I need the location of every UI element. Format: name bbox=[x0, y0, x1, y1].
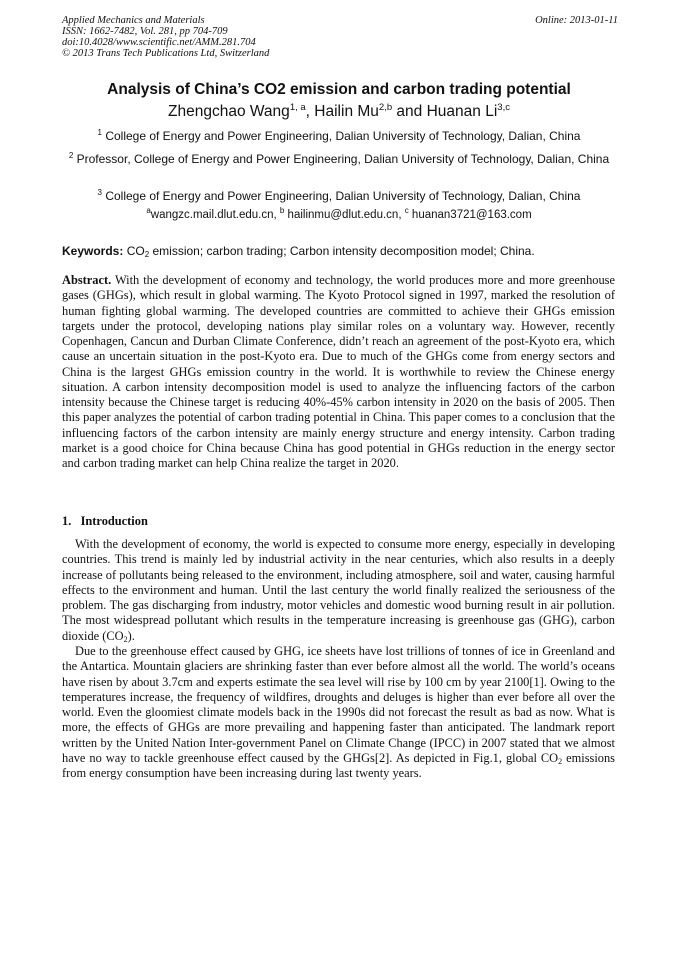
author-name: Huanan Li bbox=[426, 103, 498, 120]
journal-header bbox=[62, 15, 618, 59]
affiliation bbox=[64, 152, 614, 167]
abstract-label: Abstract. bbox=[62, 273, 112, 287]
email-link[interactable]: hailinmu@dlut.edu.cn bbox=[287, 209, 399, 221]
affiliation-sup: 1 bbox=[97, 128, 102, 137]
journal-doi: doi:10.4028/www.scientific.net/AMM.281.704 bbox=[62, 37, 256, 48]
section-heading bbox=[62, 514, 148, 529]
journal-copyright: © 2013 Trans Tech Publications Ltd, Switzerland bbox=[62, 48, 270, 59]
affiliation-text: College of Energy and Power Engineering, Dalian University of Technology, Dalian, China bbox=[105, 189, 581, 203]
paragraph-sub: 2 bbox=[123, 634, 128, 644]
abstract-text: With the development of economy and technology, the world produces more and more greenhouse gases (GHGs), which result in global warming. The Kyoto Protocol signed in 1997, marked the resolution of human fighting global warming. The developed countries are committed to achieve their GHGs emission targets under the protocol, developing nations play similar roles on a voluntary way. However, recently Copenhagen, Cancun and Durban Climate Conference, didn’t reach an agreement of the post-Kyoto era, which cause an uncertain situation in the post-Kyoto era. Due to much of the GHGs come from energy sectors and China is the largest GHGs emission country in the world. It is worthwhile to review the Chinese energy situation. A carbon intensity decomposition model is used to analyze the influencing factors of the carbon intensity because the Chinese target is reducing 40%-45% carbon intensity in 2020 on the basis of 2005. Then this paper analyzes the potential of carbon trading potential in China. This paper comes to a conclusion that the influencing factors of the carbon intensity are mainly energy structure and energy intensity. Carbon trading market is a good choice for China because China has good potential in GHGs reduction in the energy sector and carbon trading market can help China realize the target in 2020. bbox=[62, 273, 615, 470]
author-sup: 1, a bbox=[289, 102, 306, 113]
paper-title: Analysis of China’s CO2 emission and carbon trading potential bbox=[107, 81, 571, 98]
paragraph-tail: emissions from energy consumption have been increasing during last twenty years. bbox=[62, 750, 615, 780]
paragraph-text: Due to the greenhouse effect caused by GHG, ice sheets have lost trillions of tonnes of ice in Greenland and the Antartica. Mountain glaciers are shrinking faster than ever before almost all the world. The world’s oceans have risen by about 3.7cm and experts estimate the sea level will rise by 100 cm by year 2100[1]. Owing to the temperatures increase, the frequency of wildfires, droughts and deluges is higher than ever before all over the world. Even the gloomiest climate models back in the 1990s did not forecast the result as bad as now. What is more, the effects of GHGs are more prevailing and happening faster than anticipated. The landmark report written by the United Nation Inter-government Panel on Climate Change (IPCC) in 2007 stated that we almost have no way to tackle greenhouse effect caused by the GHGs[2]. As depicted in Fig.1, global CO bbox=[62, 644, 615, 765]
email-link[interactable]: huanan3721@163.com bbox=[411, 209, 532, 221]
keywords-sub: 2 bbox=[144, 250, 150, 259]
body-paragraph bbox=[62, 644, 615, 781]
paragraph-sub: 2 bbox=[558, 756, 563, 766]
email-sup: b bbox=[279, 206, 285, 215]
email-link[interactable]: wangzc.mail.dlut.edu.cn bbox=[150, 209, 274, 221]
email-sup: c bbox=[404, 206, 409, 215]
body-paragraph bbox=[62, 537, 615, 644]
author-name: Hailin Mu bbox=[314, 103, 379, 120]
abstract bbox=[62, 273, 615, 471]
email-sep: , bbox=[273, 209, 280, 221]
author-name: Zhengchao Wang bbox=[168, 103, 290, 120]
affiliation-sup: 3 bbox=[97, 188, 102, 197]
author-sup: 3,c bbox=[497, 102, 510, 113]
paragraph-tail: ). bbox=[127, 628, 135, 643]
affiliation bbox=[64, 189, 614, 204]
section-number: 1. bbox=[62, 514, 72, 528]
keywords-label: Keywords: bbox=[62, 244, 124, 258]
email-sup: a bbox=[146, 206, 151, 215]
affiliation bbox=[64, 129, 614, 144]
email-sep: , bbox=[398, 209, 405, 221]
keywords-text: emission; carbon trading; Carbon intensity decomposition model; China. bbox=[149, 244, 535, 258]
affiliation-sup: 2 bbox=[68, 151, 74, 160]
affiliation-text: College of Energy and Power Engineering, Dalian University of Technology, Dalian, China bbox=[105, 129, 581, 143]
keywords bbox=[62, 244, 618, 258]
author-sup: 2,b bbox=[378, 102, 393, 113]
section-title: Introduction bbox=[80, 514, 148, 528]
journal-name: Applied Mechanics and Materials bbox=[62, 15, 205, 26]
online-date: Online: 2013-01-11 bbox=[535, 15, 618, 26]
email-list bbox=[64, 206, 614, 221]
journal-issn: ISSN: 1662-7482, Vol. 281, pp 704-709 bbox=[62, 26, 228, 37]
keywords-co: CO bbox=[126, 244, 145, 258]
author-sep: and bbox=[392, 103, 427, 120]
author-sep: , bbox=[305, 103, 315, 120]
affiliation-text: Professor, College of Energy and Power Engineering, Dalian University of Technology, Dalian, China bbox=[76, 152, 610, 166]
paragraph-text: With the development of economy, the world is expected to consume more energy, especially in developing countries. This trend is mainly led by industrial activity in the near centuries, which also results in a deeply increase of pollutants being released to the environment, including atmosphere, soil and water, causing harmful effects to the environment and human. Until the last century the world finally realized the seriousness of the problem. The gas discharging from industry, motor vehicles and domestic wood burning result in air pollution. The most widespread pollutant which results in the temperature increasing is greenhouse gas (GHG), carbon dioxide (CO bbox=[62, 537, 615, 643]
author-list bbox=[40, 103, 638, 121]
